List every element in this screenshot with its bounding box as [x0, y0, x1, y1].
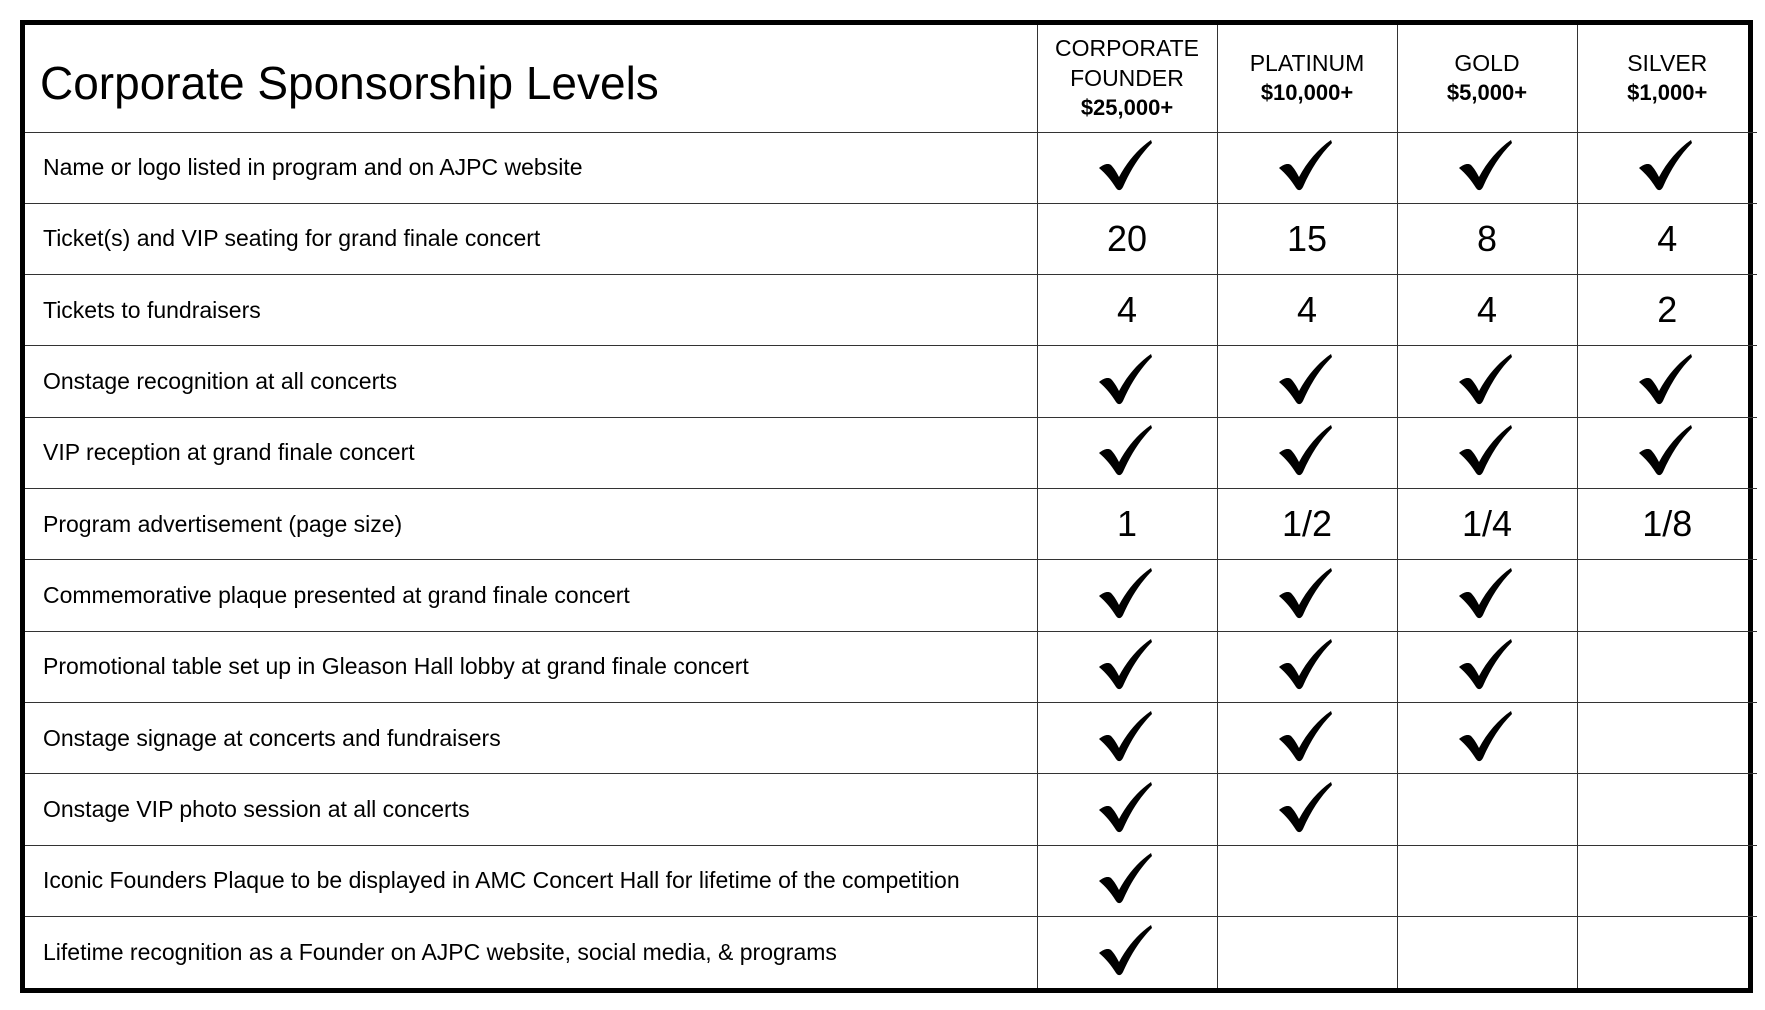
level-value-cell: [1037, 489, 1217, 560]
level-value-cell: [1577, 417, 1757, 488]
checkmark-icon: [1096, 779, 1158, 835]
level-value-cell: [1217, 417, 1397, 488]
benefit-label: Lifetime recognition as a Founder on AJPC website, social media, & programs: [25, 917, 1037, 988]
level-value-cell: [1037, 417, 1217, 488]
level-value-cell: [1037, 560, 1217, 631]
level-amount: $5,000+: [1446, 80, 1528, 106]
checkmark-icon: [1276, 565, 1338, 621]
level-value-cell: [1577, 132, 1757, 203]
sponsorship-table-frame: [20, 20, 1753, 993]
benefit-label: Name or logo listed in program and on AJPC website: [25, 132, 1037, 203]
level-value-cell: [1397, 417, 1577, 488]
benefit-label: Onstage recognition at all concerts: [25, 346, 1037, 417]
benefit-label: Tickets to fundraisers: [25, 275, 1037, 346]
level-value-cell: [1577, 845, 1757, 916]
level-value: 1/8: [1642, 503, 1693, 545]
checkmark-icon: [1636, 137, 1698, 193]
level-value: 4: [1296, 289, 1318, 331]
level-value-cell: [1397, 774, 1577, 845]
level-value-cell: [1217, 560, 1397, 631]
level-value: 1/2: [1281, 503, 1333, 545]
benefit-label: Promotional table set up in Gleason Hall lobby at grand finale concert: [25, 631, 1037, 702]
level-value: 2: [1657, 289, 1678, 331]
level-value: 4: [1476, 289, 1498, 331]
level-value: 4: [1657, 217, 1678, 259]
level-value-cell: [1037, 275, 1217, 346]
checkmark-icon: [1096, 422, 1158, 478]
level-amount: $10,000+: [1260, 80, 1354, 106]
level-value-cell: [1217, 489, 1397, 560]
level-value-cell: [1397, 845, 1577, 916]
level-value-cell: [1577, 560, 1757, 631]
level-header-gold: [1397, 25, 1577, 132]
checkmark-icon: [1456, 351, 1518, 407]
level-value-cell: [1397, 489, 1577, 560]
level-name: SILVER: [1627, 50, 1708, 77]
checkmark-icon: [1276, 779, 1338, 835]
level-value-cell: [1397, 703, 1577, 774]
level-value-cell: [1217, 845, 1397, 916]
checkmark-icon: [1096, 636, 1158, 692]
level-value-cell: [1037, 346, 1217, 417]
level-value-cell: [1577, 489, 1757, 560]
checkmark-icon: [1636, 351, 1698, 407]
level-value-cell: [1037, 703, 1217, 774]
checkmark-icon: [1096, 708, 1158, 764]
table-row: [25, 774, 1757, 845]
level-value-cell: [1037, 631, 1217, 702]
level-value-cell: [1577, 774, 1757, 845]
table-row: [25, 346, 1757, 417]
table-row: [25, 917, 1757, 988]
level-value-cell: [1397, 203, 1577, 274]
level-value-cell: [1217, 703, 1397, 774]
level-header-silver: [1577, 25, 1757, 132]
table-row: [25, 703, 1757, 774]
checkmark-icon: [1276, 137, 1338, 193]
benefit-label: Commemorative plaque presented at grand finale concert: [25, 560, 1037, 631]
checkmark-icon: [1456, 636, 1518, 692]
benefit-label: Onstage VIP photo session at all concerts: [25, 774, 1037, 845]
level-value-cell: [1217, 917, 1397, 988]
level-value: 1/4: [1461, 503, 1513, 545]
benefit-label: Ticket(s) and VIP seating for grand finale concert: [25, 203, 1037, 274]
table-row: [25, 132, 1757, 203]
level-value-cell: [1397, 631, 1577, 702]
checkmark-icon: [1456, 565, 1518, 621]
level-amount: $1,000+: [1627, 80, 1708, 106]
checkmark-icon: [1096, 850, 1158, 906]
checkmark-icon: [1096, 565, 1158, 621]
table-row: [25, 560, 1757, 631]
level-value-cell: [1217, 275, 1397, 346]
level-header-platinum: [1217, 25, 1397, 132]
header-row: [25, 25, 1757, 132]
level-value-cell: [1397, 917, 1577, 988]
benefit-label: Program advertisement (page size): [25, 489, 1037, 560]
level-value-cell: [1397, 560, 1577, 631]
page-title: Corporate Sponsorship Levels: [25, 25, 1037, 132]
checkmark-icon: [1096, 351, 1158, 407]
level-name: CORPORATE FOUNDER: [1055, 35, 1199, 92]
level-name: PLATINUM: [1249, 50, 1365, 77]
checkmark-icon: [1636, 422, 1698, 478]
level-header-corporate-founder: [1037, 25, 1217, 132]
level-value: 4: [1116, 289, 1138, 331]
level-value-cell: [1577, 203, 1757, 274]
level-value-cell: [1577, 275, 1757, 346]
benefit-label: VIP reception at grand finale concert: [25, 417, 1037, 488]
table-row: [25, 203, 1757, 274]
checkmark-icon: [1456, 708, 1518, 764]
level-value-cell: [1577, 346, 1757, 417]
checkmark-icon: [1096, 137, 1158, 193]
checkmark-icon: [1456, 137, 1518, 193]
level-value-cell: [1037, 132, 1217, 203]
checkmark-icon: [1276, 708, 1338, 764]
level-value-cell: [1037, 203, 1217, 274]
checkmark-icon: [1456, 422, 1518, 478]
checkmark-icon: [1276, 422, 1338, 478]
level-value-cell: [1037, 845, 1217, 916]
checkmark-icon: [1276, 636, 1338, 692]
level-value-cell: [1397, 132, 1577, 203]
table-row: [25, 275, 1757, 346]
level-value-cell: [1037, 774, 1217, 845]
level-value-cell: [1217, 203, 1397, 274]
level-value-cell: [1217, 631, 1397, 702]
checkmark-icon: [1276, 351, 1338, 407]
table-row: [25, 631, 1757, 702]
level-value: 1: [1116, 503, 1138, 545]
level-value: 15: [1286, 217, 1328, 259]
level-value-cell: [1217, 774, 1397, 845]
table-row: [25, 417, 1757, 488]
benefit-label: Iconic Founders Plaque to be displayed in AMC Concert Hall for lifetime of the competition: [25, 845, 1037, 916]
level-value-cell: [1577, 917, 1757, 988]
level-value-cell: [1577, 703, 1757, 774]
checkmark-icon: [1096, 922, 1158, 978]
level-name: GOLD: [1454, 50, 1520, 77]
sponsorship-table: [25, 25, 1757, 988]
level-amount: $25,000+: [1080, 95, 1174, 121]
level-value-cell: [1577, 631, 1757, 702]
level-value: 8: [1476, 217, 1498, 259]
benefit-label: Onstage signage at concerts and fundraisers: [25, 703, 1037, 774]
level-value-cell: [1217, 346, 1397, 417]
table-row: [25, 845, 1757, 916]
level-value-cell: [1397, 275, 1577, 346]
level-value-cell: [1397, 346, 1577, 417]
level-value-cell: [1217, 132, 1397, 203]
level-value: 20: [1106, 217, 1148, 259]
benefit-rows: [25, 132, 1757, 988]
table-row: [25, 489, 1757, 560]
level-value-cell: [1037, 917, 1217, 988]
